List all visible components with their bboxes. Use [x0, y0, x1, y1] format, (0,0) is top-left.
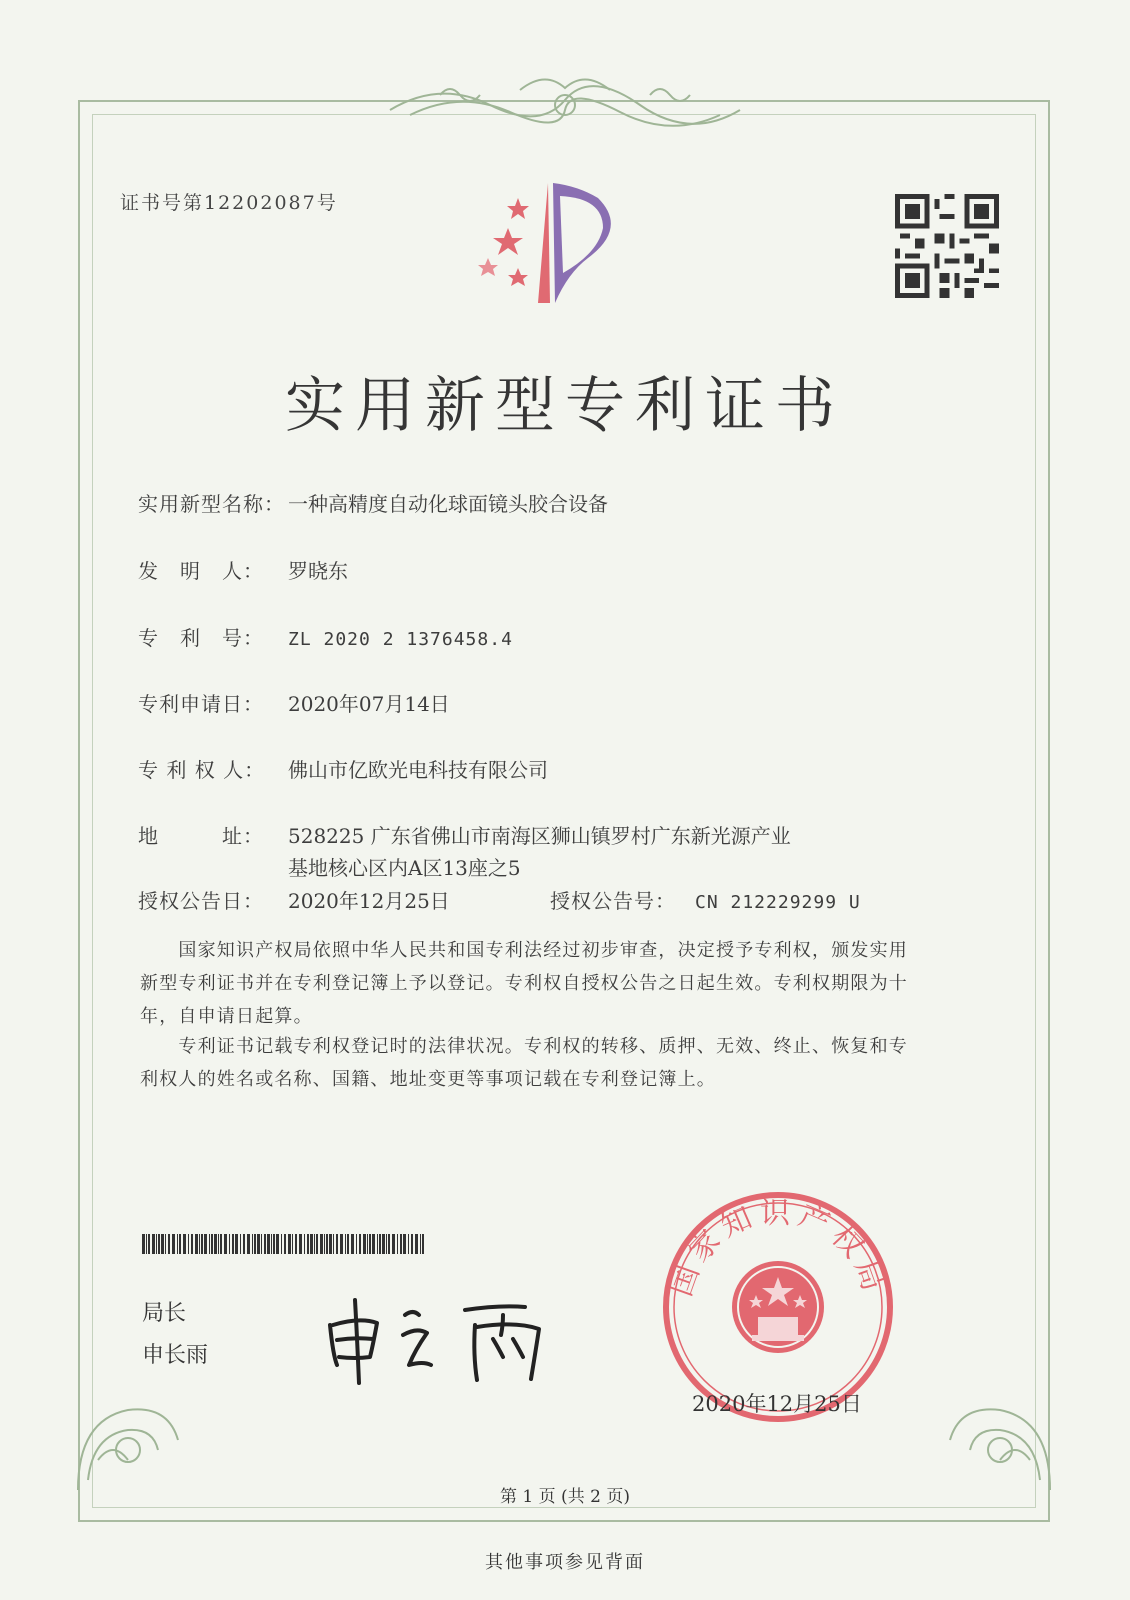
barcode-bar — [168, 1234, 170, 1254]
barcode-bar — [288, 1234, 291, 1254]
barcode-bar — [388, 1234, 390, 1254]
barcode-bar — [363, 1234, 366, 1254]
barcode-bar — [199, 1234, 200, 1254]
barcode-bar — [211, 1234, 213, 1254]
barcode-bar — [240, 1234, 241, 1254]
barcode-bar — [257, 1234, 260, 1254]
barcode-bar — [264, 1234, 266, 1254]
barcode-bar — [356, 1234, 357, 1254]
field-grant-number — [550, 885, 861, 914]
top-ornament — [380, 70, 750, 130]
barcode-bar — [299, 1234, 302, 1254]
barcode-bar — [336, 1234, 338, 1254]
barcode-bar — [254, 1234, 256, 1254]
barcode-bar — [172, 1234, 175, 1254]
barcode-bar — [377, 1234, 378, 1254]
back-note: 其他事项参见背面 — [485, 1552, 645, 1573]
barcode-bar — [329, 1234, 332, 1254]
patent-no-value: ZL 2020 2 1376458.4 — [288, 629, 513, 650]
barcode-bar — [397, 1234, 398, 1254]
holder-value: 佛山市亿欧光电科技有限公司 — [288, 758, 548, 782]
barcode-bar — [403, 1234, 406, 1254]
barcode-bar — [188, 1234, 189, 1254]
field-utility-model-name — [138, 488, 608, 517]
barcode-bar — [408, 1234, 409, 1254]
barcode-bar — [369, 1234, 371, 1254]
barcode-bar — [247, 1234, 250, 1254]
barcode-bar — [324, 1234, 325, 1254]
address-label: 地 址： — [138, 824, 264, 848]
grant-date-label: 授权公告日： — [138, 889, 264, 913]
name-value: 一种高精度自动化球面镜头胶合设备 — [288, 492, 608, 516]
field-application-date — [138, 688, 450, 717]
cnipa-emblem-icon — [478, 178, 638, 308]
barcode-bar — [229, 1234, 230, 1254]
barcode-bar — [232, 1234, 234, 1254]
director-signature — [325, 1295, 560, 1385]
barcode-bar — [382, 1234, 385, 1254]
grant-no-value: CN 212229299 U — [695, 892, 861, 913]
patent-no-label: 专 利 号： — [138, 626, 264, 650]
p2-line1: 专利证书记载专利权登记时的法律状况。专利权的转移、质押、无效、终止、恢复和专 — [140, 1036, 908, 1057]
inventor-value: 罗晓东 — [288, 559, 348, 583]
barcode-bar — [307, 1234, 309, 1254]
barcode-bar — [243, 1234, 245, 1254]
barcode-bar — [146, 1234, 147, 1254]
barcode-bar — [304, 1234, 305, 1254]
barcode-bar — [367, 1234, 368, 1254]
barcode-bar — [333, 1234, 334, 1254]
holder-label: 专 利 权 人： — [138, 758, 266, 782]
barcode-bar — [273, 1234, 275, 1254]
barcode-bar — [220, 1234, 222, 1254]
barcode-bar — [420, 1234, 421, 1254]
barcode-bar — [224, 1234, 227, 1254]
address-line2: 基地核心区内A区13座之5 — [288, 856, 521, 880]
barcode-bar — [195, 1234, 198, 1254]
barcode-bar — [158, 1234, 160, 1254]
barcode-bar — [320, 1234, 323, 1254]
barcode-bar — [177, 1234, 178, 1254]
barcode-bar — [292, 1234, 293, 1254]
paragraph-2 — [140, 1030, 985, 1096]
name-label: 实用新型名称： — [138, 492, 285, 516]
grant-date-value: 2020年12月25日 — [288, 889, 450, 913]
barcode-bar — [235, 1234, 238, 1254]
p1-line2: 新型专利证书并在专利登记簿上予以登记。专利权自授权公告之日起生效。专利权期限为十 — [140, 973, 908, 994]
barcode-bar — [359, 1234, 361, 1254]
field-inventor — [138, 555, 348, 584]
barcode-bar — [386, 1234, 387, 1254]
barcode-bar — [372, 1234, 375, 1254]
barcode-bar — [295, 1234, 297, 1254]
address-line1: 528225 广东省佛山市南海区狮山镇罗村广东新光源产业 — [288, 824, 791, 848]
p1-line1: 国家知识产权局依照中华人民共和国专利法经过初步审查，决定授予专利权，颁发实用 — [140, 940, 908, 961]
barcode-bar — [347, 1234, 349, 1254]
barcode-bar — [209, 1234, 210, 1254]
barcode-bar — [201, 1234, 203, 1254]
field-patent-number — [138, 622, 513, 651]
field-grant-date — [138, 885, 450, 914]
field-address-cont — [288, 852, 521, 881]
barcode-bar — [204, 1234, 207, 1254]
barcode-bar — [179, 1234, 181, 1254]
barcode-bar — [340, 1234, 343, 1254]
certificate-title: 实用新型专利证书 — [285, 371, 845, 441]
qr-code[interactable] — [895, 194, 999, 298]
barcode-bar — [271, 1234, 272, 1254]
barcode-bar — [422, 1234, 424, 1254]
barcode-bar — [261, 1234, 262, 1254]
barcode-bar — [351, 1234, 354, 1254]
barcode-bar — [161, 1234, 164, 1254]
barcode-bar — [310, 1234, 313, 1254]
director-name: 申长雨 — [142, 1343, 209, 1368]
grant-no-label: 授权公告号： — [550, 889, 676, 913]
barcode-bar — [148, 1234, 150, 1254]
barcode-bar — [156, 1234, 157, 1254]
p2-line2: 利权人的姓名或名称、国籍、地址变更等事项记载在专利登记簿上。 — [140, 1069, 716, 1090]
app-date-label: 专利申请日： — [138, 692, 264, 716]
barcode-bar — [152, 1234, 155, 1254]
director-title: 局长 — [142, 1301, 187, 1326]
barcode-bar — [284, 1234, 286, 1254]
barcode-bar — [314, 1234, 315, 1254]
barcode-bar — [218, 1234, 219, 1254]
barcode-bar — [183, 1234, 186, 1254]
barcode-bar — [379, 1234, 381, 1254]
barcode-bar — [345, 1234, 346, 1254]
app-date-value: 2020年07月14日 — [288, 692, 450, 716]
seal-date: 2020年12月25日 — [692, 1392, 862, 1416]
page-indicator: 第 1 页 (共 2 页) — [500, 1487, 630, 1507]
certificate-number: 证书号第12202087号 — [120, 192, 338, 214]
barcode-bar — [281, 1234, 282, 1254]
barcode-bar — [214, 1234, 217, 1254]
barcode-bar — [326, 1234, 328, 1254]
seal-text: 国家知识产权局 — [663, 1195, 893, 1301]
barcode — [142, 1234, 427, 1254]
barcode-bar — [392, 1234, 395, 1254]
field-patentee — [138, 754, 548, 783]
barcode-bar — [252, 1234, 253, 1254]
barcode-bar — [316, 1234, 318, 1254]
inventor-label: 发 明 人： — [138, 559, 264, 583]
p1-line3: 年，自申请日起算。 — [140, 1006, 313, 1027]
barcode-bar — [142, 1234, 145, 1254]
barcode-bar — [400, 1234, 402, 1254]
barcode-bar — [276, 1234, 279, 1254]
field-address — [138, 820, 791, 849]
barcode-bar — [267, 1234, 270, 1254]
barcode-bar — [411, 1234, 413, 1254]
barcode-bar — [415, 1234, 418, 1254]
barcode-bar — [191, 1234, 193, 1254]
paragraph-1 — [140, 934, 985, 1033]
barcode-bar — [165, 1234, 166, 1254]
